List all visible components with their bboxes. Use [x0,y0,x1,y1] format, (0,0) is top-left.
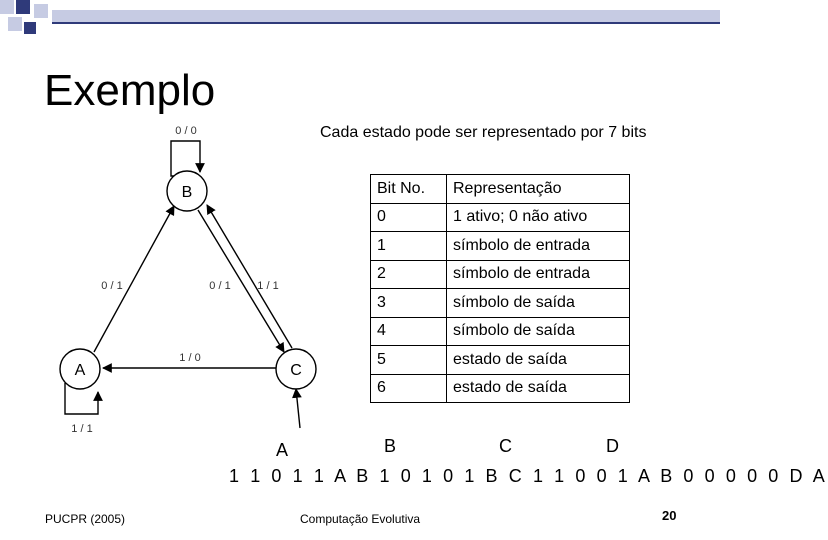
edge-label-a-self: 1 / 1 [71,423,93,435]
edge-label-b-self: 0 / 0 [175,125,197,137]
table-row [371,317,630,346]
table-row [371,374,630,403]
slide-subtitle: Cada estado pode ser representado por 7 bits [320,124,647,141]
bit-representation-table [370,174,630,403]
footer-left: PUCPR (2005) [45,512,126,526]
edge-label-a-to-b: 0 / 1 [101,280,123,292]
edge-label-c-to-b: 1 / 1 [257,280,279,292]
table-cell: 2 [371,260,447,289]
table-cell: 1 ativo; 0 não ativo [447,203,630,232]
group-label-d: D [606,436,619,456]
edge-label-b-to-c: 0 / 1 [209,280,231,292]
table-cell: símbolo de entrada [447,232,630,261]
table-cell: 0 [371,203,447,232]
state-c-label: C [290,362,302,379]
table-row [371,289,630,318]
slide-title: Exemplo [44,66,216,115]
table-cell: 4 [371,317,447,346]
table-row [371,260,630,289]
table-row [371,346,630,375]
table-cell: estado de saída [447,346,630,375]
table-cell: 5 [371,346,447,375]
edge-a-to-b [94,206,174,352]
table-cell: símbolo de saída [447,317,630,346]
edge-c-to-b [207,205,292,348]
table-cell: símbolo de saída [447,289,630,318]
table-header-row [371,175,630,204]
state-a-label: A [74,362,86,379]
table-header-cell: Bit No. [371,175,447,204]
table-cell: estado de saída [447,374,630,403]
encoded-sequence: 1 1 0 1 1 A B 1 0 1 0 1 B C 1 1 0 0 1 A B 0 0 0 0 0 D A [229,466,828,486]
edge-entry-c [296,389,300,428]
state-b-label: B [181,184,193,201]
edge-label-c-to-a: 1 / 0 [179,352,201,364]
page-number: 20 [662,508,677,523]
table-cell: símbolo de entrada [447,260,630,289]
group-label-b: B [384,436,397,456]
table-header-cell: Representação [447,175,630,204]
table-cell: 3 [371,289,447,318]
table-cell: 6 [371,374,447,403]
table-row [371,203,630,232]
table-cell: 1 [371,232,447,261]
table-row [371,232,630,261]
group-label-c: C [499,436,512,456]
footer-center: Computação Evolutiva [300,512,421,526]
group-label-a: A [276,440,289,460]
